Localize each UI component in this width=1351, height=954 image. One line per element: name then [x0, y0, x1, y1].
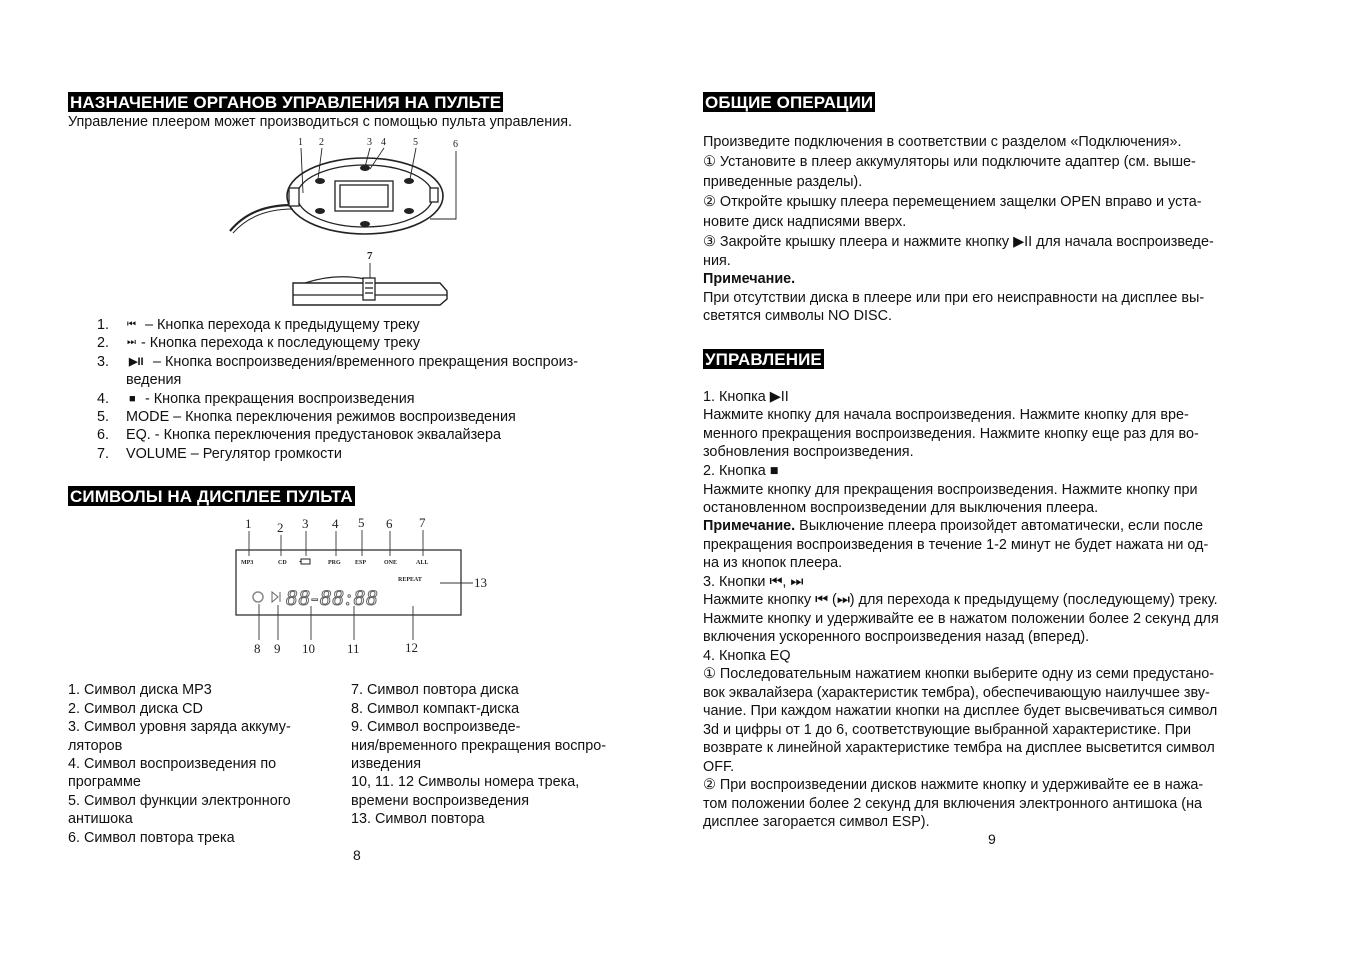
list-item: 5. MODE – Кнопка переключения режимов воспроизведения [97, 409, 516, 425]
paragraph-line: 4. Кнопка EQ [703, 648, 791, 664]
indicator-prg: PRG [328, 560, 341, 566]
display-callout: 3 [302, 516, 309, 531]
remote-control-illustration [225, 133, 465, 311]
indicator-esp: ESP [355, 560, 367, 566]
indicator-one: ONE [384, 560, 398, 566]
play-pause-symbol-icon [272, 592, 278, 602]
paragraph-line: При отсутствии диска в плеере или при его неисправности на дисплее вы- [703, 290, 1205, 306]
list-item: 1. Символ диска MP3 [68, 682, 212, 698]
display-callout: 10 [302, 641, 315, 656]
display-callout: 8 [254, 641, 261, 656]
remote-callout: 4 [381, 137, 386, 148]
display-callout: 12 [405, 640, 418, 655]
paragraph-line: менного прекращения воспроизведения. Нажмите кнопку еще раз для во- [703, 426, 1199, 442]
paragraph-line: ② При воспроизведении дисков нажмите кнопку и удерживайте ее в нажа- [703, 777, 1204, 793]
list-item: 9. Символ воспроизведе- [351, 719, 521, 735]
paragraph-line: чание. При каждом нажатии кнопки на дисплее будет высвечиваться символ [703, 703, 1218, 719]
list-item: 4. Символ воспроизведения по [68, 756, 277, 772]
display-callout: 7 [419, 515, 426, 530]
page-number: 9 [988, 831, 996, 847]
list-item: 1. ⏮ – Кнопка перехода к предыдущему треку [97, 317, 420, 333]
display-callout: 4 [332, 516, 339, 531]
prev-track-icon: ⏮ [127, 319, 136, 330]
list-item: времени воспроизведения [351, 793, 529, 809]
list-item: программе [68, 774, 141, 790]
paragraph-line: том положении более 2 секунд для включения электронного антишока (на [703, 796, 1203, 812]
display-callout: 6 [386, 516, 393, 531]
paragraph-line: Нажмите кнопку ⏮ (⏭) для перехода к предыдущему (последующему) треку. [703, 592, 1218, 608]
list-item: 7. Символ повтора диска [351, 682, 519, 698]
note-label: Примечание. [703, 271, 796, 287]
paragraph-line: приведенные разделы). [703, 174, 863, 190]
section-heading: ОБЩИЕ ОПЕРАЦИИ [705, 93, 874, 112]
paragraph-line: Примечание. Выключение плеера произойдет автоматически, если после [703, 518, 1203, 534]
indicator-mp3: MP3 [241, 560, 254, 566]
battery-icon [300, 559, 310, 564]
next-track-icon: ⏭ [127, 337, 136, 348]
indicator-repeat: REPEAT [398, 577, 422, 583]
list-item: ния/временного прекращения воспро- [351, 738, 606, 754]
list-item: 6. Символ повтора трека [68, 830, 235, 846]
paragraph-line: прекращения воспроизведения в течение 1-2 минут не будет нажата ни од- [703, 537, 1209, 553]
paragraph-line: Нажмите кнопку и удерживайте ее в нажатом положении более 2 секунд для [703, 611, 1219, 627]
paragraph-line: зобновления воспроизведения. [703, 444, 914, 460]
paragraph-line: включения ускоренного воспроизведения назад (вперед). [703, 629, 1090, 645]
paragraph-line: ② Откройте крышку плеера перемещением защелки OPEN вправо и уста- [703, 194, 1202, 210]
remote-callout: 5 [413, 137, 418, 148]
right-heading-control [703, 349, 824, 369]
display-callout-13: 13 [474, 575, 487, 590]
list-item: 10, 11. 12 Символы номера трека, [351, 774, 580, 790]
remote-callout: 6 [453, 139, 458, 150]
paragraph-line: новите диск надписями вверх. [703, 214, 907, 230]
play-pause-icon: ▶II [129, 356, 144, 368]
list-item: 3. ▶II – Кнопка воспроизведения/временного прекращения воспроиз- [97, 354, 579, 370]
paragraph-line: светятся символы NO DISC. [703, 308, 893, 324]
paragraph-line: ③ Закройте крышку плеера и нажмите кнопку ▶II для начала воспроизведе- [703, 234, 1214, 250]
list-item: 13. Символ повтора [351, 811, 485, 827]
left-heading-controls [68, 92, 503, 112]
paragraph-line: остановленном воспроизведении для выключения плеера. [703, 500, 1099, 516]
list-item: 2. ⏭ - Кнопка перехода к последующему треку [97, 335, 421, 351]
section-heading: НАЗНАЧЕНИЕ ОРГАНОВ УПРАВЛЕНИЯ НА ПУЛЬТЕ [70, 93, 502, 112]
display-illustration [228, 512, 498, 660]
list-item: антишока [68, 811, 133, 827]
section-heading: УПРАВЛЕНИЕ [705, 350, 822, 369]
list-item: 5. Символ функции электронного [68, 793, 291, 809]
remote-callout: 3 [367, 137, 372, 148]
list-item: ляторов [68, 738, 123, 754]
paragraph-line: вок эквалайзера (характеристик тембра), обеспечивающую наилучшее зву- [703, 685, 1210, 701]
paragraph-line: 2. Кнопка ■ [703, 463, 779, 479]
paragraph-line: дисплее загорается символ ESP). [703, 814, 930, 830]
paragraph-line: Нажмите кнопку для прекращения воспроизведения. Нажмите кнопку при [703, 482, 1198, 498]
right-heading-general [703, 92, 875, 112]
paragraph-line: Произведите подключения в соответствии с разделом «Подключения». [703, 134, 1182, 150]
list-item: 2. Символ диска CD [68, 701, 203, 717]
display-callout: 9 [274, 641, 281, 656]
indicator-cd: CD [278, 560, 287, 566]
paragraph-line: на из кнопок плеера. [703, 555, 843, 571]
remote-callout: 2 [319, 137, 324, 148]
display-callout: 1 [245, 516, 252, 531]
list-item: 4. ■ - Кнопка прекращения воспроизведения [97, 391, 415, 407]
paragraph-line: 3. Кнопки ⏮, ⏭ [703, 574, 804, 590]
paragraph-line: ния. [703, 253, 731, 269]
paragraph-line: возврате к линейной характеристике тембра на дисплее высветится символ [703, 740, 1215, 756]
indicator-all: ALL [416, 560, 429, 566]
paragraph-line: 1. Кнопка ▶II [703, 389, 789, 405]
segment-digits: 88-88:88 [286, 585, 379, 610]
list-item: 7. VOLUME – Регулятор громкости [97, 446, 342, 462]
paragraph-line: 3d и цифры от 1 до 6, соответствующие выбранной характеристике. При [703, 722, 1192, 738]
paragraph-line: ① Последовательным нажатием кнопки выберите одну из семи предустано- [703, 666, 1215, 682]
paragraph-line: OFF. [703, 759, 735, 775]
list-item-continuation: ведения [126, 372, 182, 388]
display-callout: 5 [358, 515, 365, 530]
intro-text: Управление плеером может производиться с помощью пульта управления. [68, 114, 573, 130]
remote-callout: 1 [298, 137, 303, 148]
remote-callout: 7 [367, 250, 373, 262]
stop-icon: ■ [129, 393, 136, 405]
page-number: 8 [353, 847, 361, 863]
paragraph-line: ① Установите в плеер аккумуляторы или подключите адаптер (см. выше- [703, 154, 1196, 170]
list-item: 6. EQ. - Кнопка переключения предустановок эквалайзера [97, 427, 502, 443]
list-item: изведения [351, 756, 421, 772]
left-heading-display [68, 486, 355, 506]
disc-icon [253, 592, 263, 602]
list-item: 8. Символ компакт-диска [351, 701, 520, 717]
section-heading: СИМВОЛЫ НА ДИСПЛЕЕ ПУЛЬТА [70, 487, 353, 506]
display-callout: 11 [347, 641, 360, 656]
display-callout: 2 [277, 520, 284, 535]
list-item: 3. Символ уровня заряда аккуму- [68, 719, 291, 735]
paragraph-line: Нажмите кнопку для начала воспроизведения. Нажмите кнопку для вре- [703, 407, 1189, 423]
